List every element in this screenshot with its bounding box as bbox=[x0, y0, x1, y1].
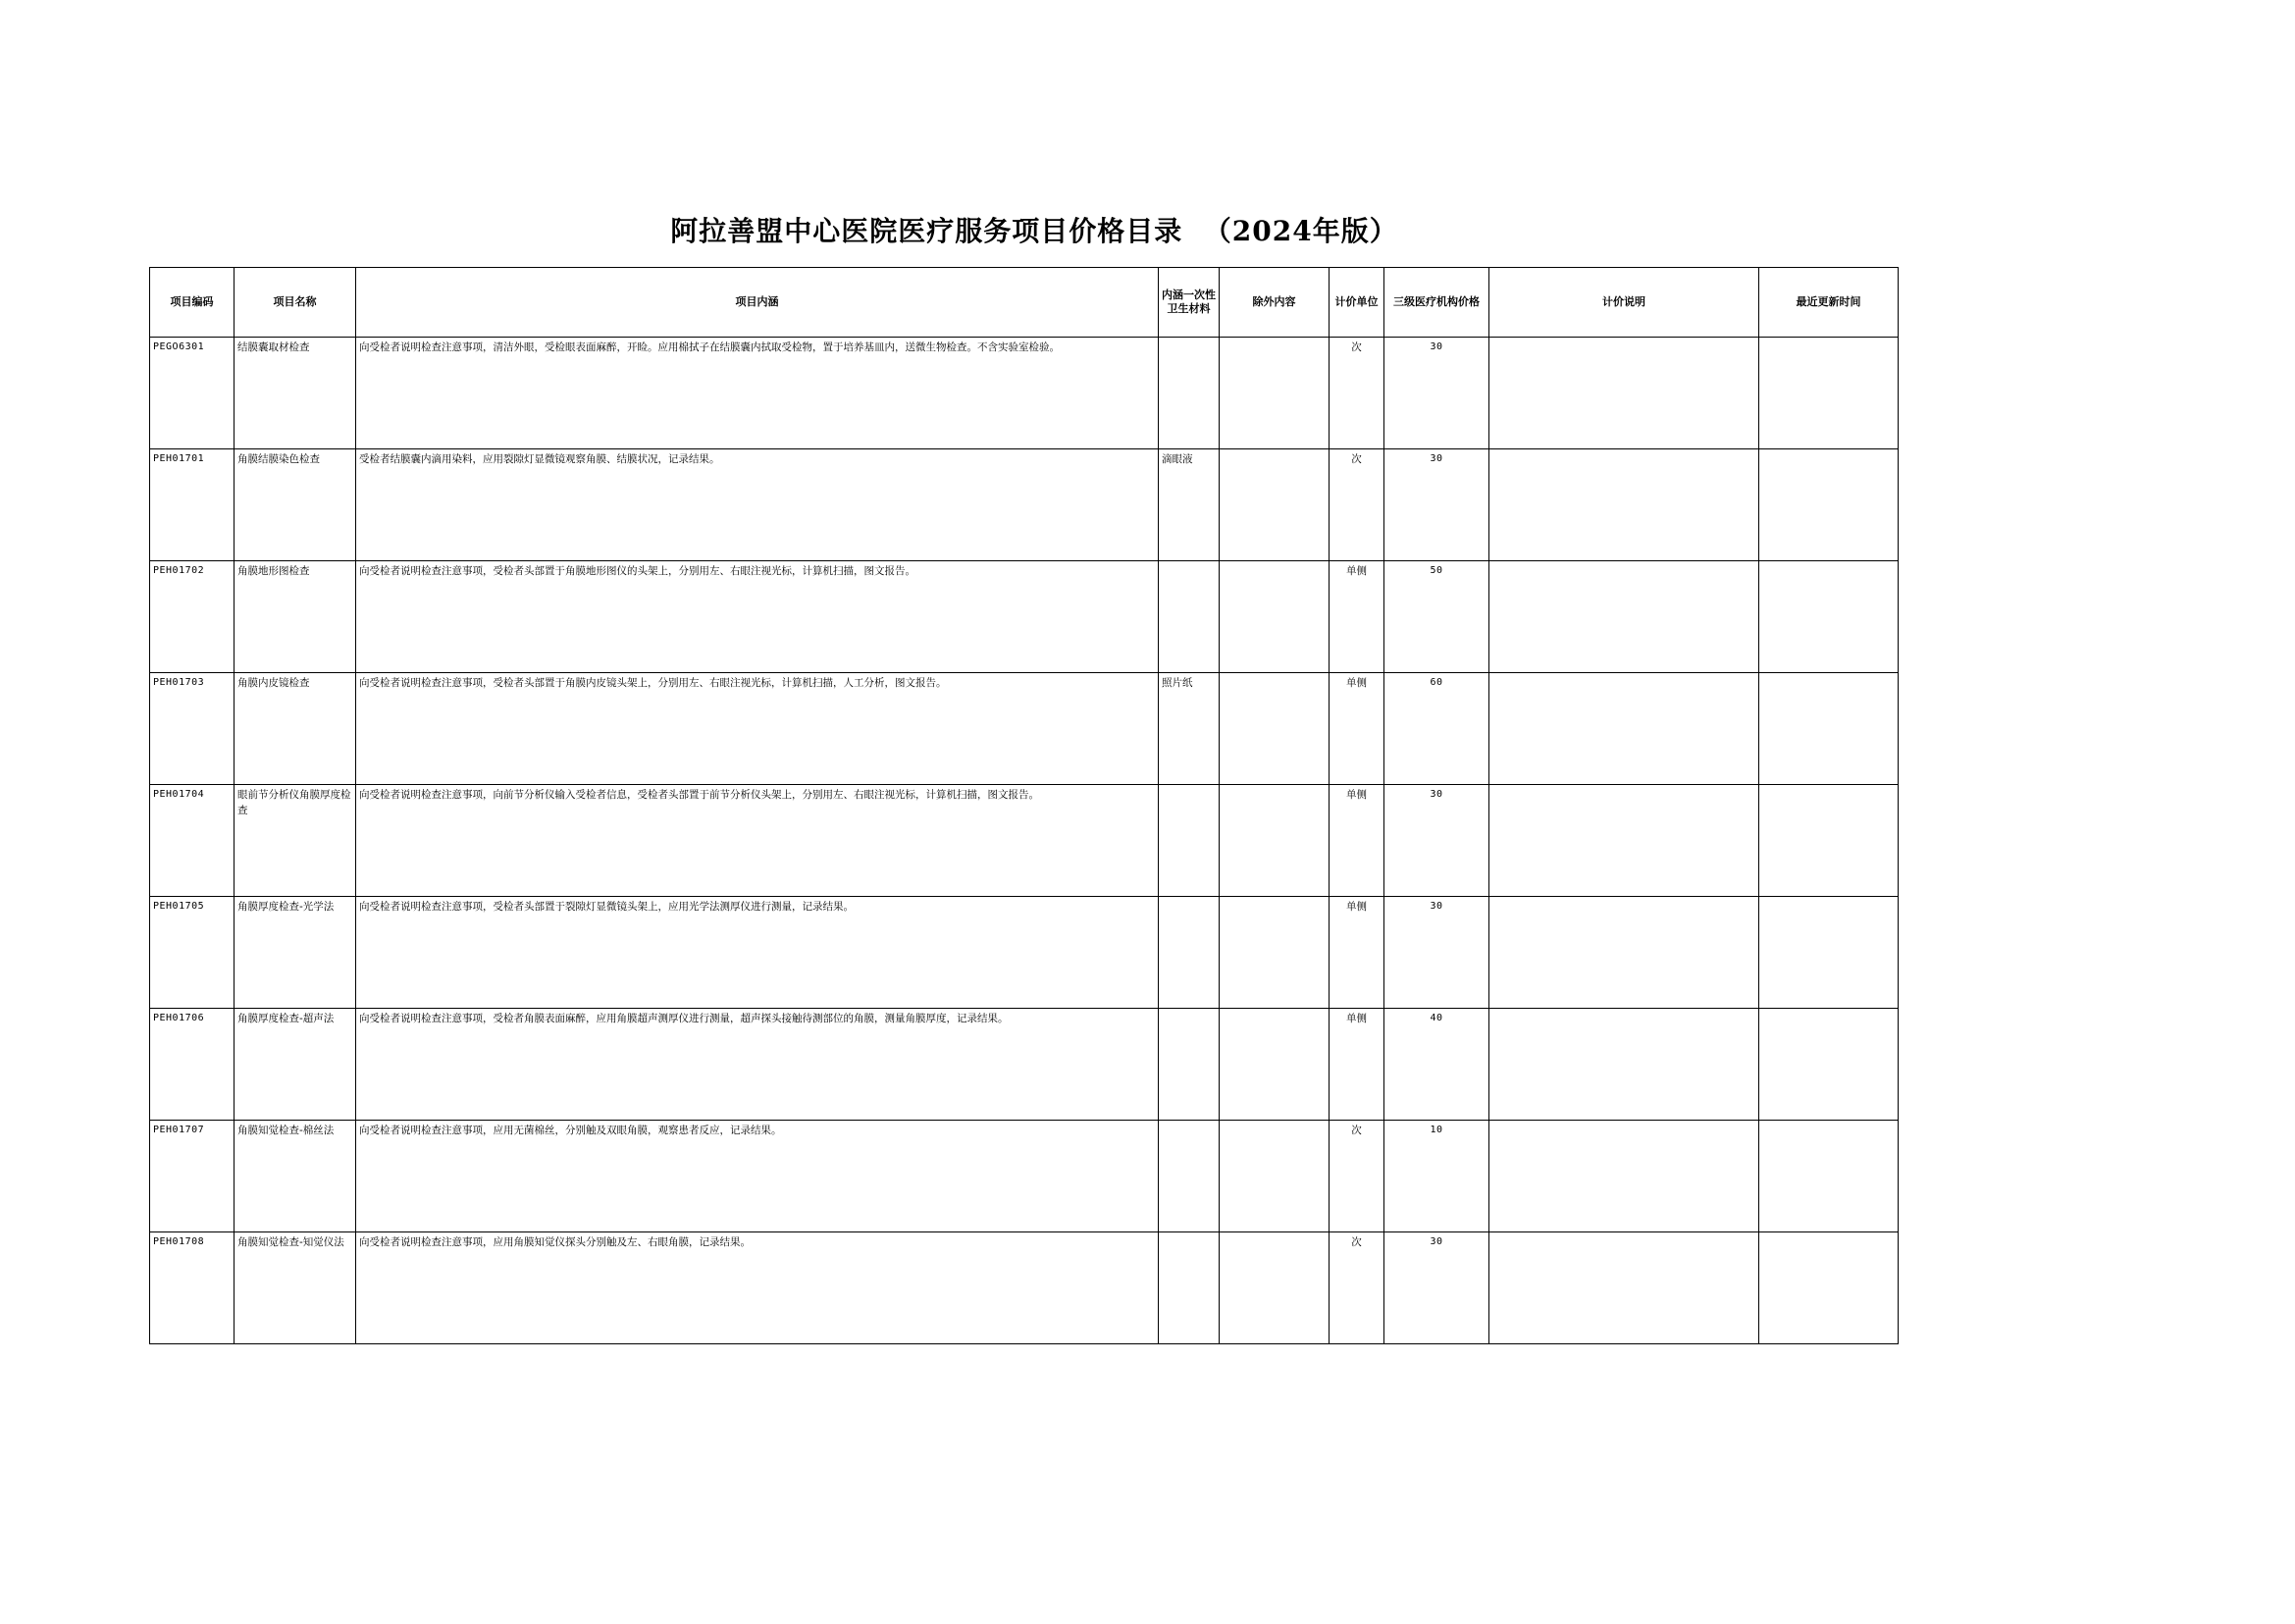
cell-updated-text bbox=[1759, 1121, 1898, 1125]
cell-excluded bbox=[1220, 1009, 1330, 1121]
col-header-excluded: 除外内容 bbox=[1220, 268, 1330, 338]
cell-name-text: 眼前节分析仪角膜厚度检查 bbox=[237, 789, 351, 816]
cell-unit-text: 单侧 bbox=[1346, 789, 1367, 801]
cell-code bbox=[150, 338, 235, 449]
cell-code-text: PEH01708 bbox=[153, 1236, 205, 1247]
cell-note-text bbox=[1489, 897, 1758, 901]
table-row bbox=[150, 449, 1899, 561]
cell-excluded bbox=[1220, 897, 1330, 1009]
col-header-material: 内涵一次性卫生材料 bbox=[1159, 268, 1220, 338]
cell-name bbox=[235, 785, 356, 897]
cell-excluded bbox=[1220, 561, 1330, 673]
cell-updated bbox=[1759, 785, 1899, 897]
cell-note-text bbox=[1489, 673, 1758, 677]
cell-material bbox=[1159, 449, 1220, 561]
cell-code bbox=[150, 785, 235, 897]
cell-updated bbox=[1759, 338, 1899, 449]
cell-material-text: 滴眼液 bbox=[1162, 453, 1193, 465]
cell-name-text: 角膜厚度检查-光学法 bbox=[237, 901, 335, 913]
col-header-updated: 最近更新时间 bbox=[1759, 268, 1899, 338]
cell-excluded bbox=[1220, 1121, 1330, 1232]
cell-material-text bbox=[1159, 1121, 1219, 1125]
cell-content bbox=[356, 338, 1159, 449]
col-header-price: 三级医疗机构价格 bbox=[1384, 268, 1489, 338]
cell-excluded bbox=[1220, 1232, 1330, 1344]
cell-name bbox=[235, 338, 356, 449]
cell-material bbox=[1159, 338, 1220, 449]
col-header-code: 项目编码 bbox=[150, 268, 235, 338]
cell-content-text: 受检者结膜囊内滴用染料，应用裂隙灯显微镜观察角膜、结膜状况，记录结果。 bbox=[359, 453, 720, 465]
cell-note-text bbox=[1489, 449, 1758, 453]
cell-name bbox=[235, 1009, 356, 1121]
cell-content-text: 向受检者说明检查注意事项，受检者角膜表面麻醉，应用角膜超声测厚仪进行测量，超声探头接触待测部位的角膜，测量角膜厚度，记录结果。 bbox=[359, 1013, 1009, 1024]
col-header-note: 计价说明 bbox=[1489, 268, 1759, 338]
cell-excluded bbox=[1220, 785, 1330, 897]
cell-updated-text bbox=[1759, 673, 1898, 677]
cell-material bbox=[1159, 1009, 1220, 1121]
cell-note-text bbox=[1489, 1232, 1758, 1236]
cell-name-text: 结膜囊取材检查 bbox=[237, 341, 310, 353]
cell-name-text: 角膜知觉检查-知觉仪法 bbox=[237, 1236, 344, 1248]
cell-note-text bbox=[1489, 1121, 1758, 1125]
cell-updated bbox=[1759, 1009, 1899, 1121]
cell-excluded-text bbox=[1220, 673, 1329, 677]
cell-code-text: PEH01702 bbox=[153, 565, 205, 576]
table-row bbox=[150, 1121, 1899, 1232]
cell-unit-text: 次 bbox=[1351, 1236, 1362, 1248]
cell-unit bbox=[1330, 561, 1384, 673]
cell-code bbox=[150, 561, 235, 673]
cell-content bbox=[356, 1232, 1159, 1344]
cell-material-text bbox=[1159, 338, 1219, 341]
cell-price bbox=[1384, 785, 1489, 897]
cell-content bbox=[356, 1009, 1159, 1121]
cell-content-text: 向受检者说明检查注意事项，清洁外眼，受检眼表面麻醉，开睑。应用棉拭子在结膜囊内拭取受检物，置于培养基皿内，送微生物检查。不含实验室检验。 bbox=[359, 341, 1060, 353]
cell-content-text: 向受检者说明检查注意事项，受检者头部置于角膜内皮镜头架上，分别用左、右眼注视光标，计算机扫描，人工分析，图文报告。 bbox=[359, 677, 947, 689]
table-row bbox=[150, 561, 1899, 673]
table-row bbox=[150, 785, 1899, 897]
cell-name bbox=[235, 561, 356, 673]
cell-unit-text: 次 bbox=[1351, 341, 1362, 353]
col-header-name: 项目名称 bbox=[235, 268, 356, 338]
cell-updated-text bbox=[1759, 338, 1898, 341]
cell-content-text: 向受检者说明检查注意事项，向前节分析仪输入受检者信息，受检者头部置于前节分析仪头架上，分别用左、右眼注视光标，计算机扫描，图文报告。 bbox=[359, 789, 1039, 801]
col-header-content: 项目内涵 bbox=[356, 268, 1159, 338]
cell-note-text bbox=[1489, 785, 1758, 789]
cell-price bbox=[1384, 338, 1489, 449]
cell-price bbox=[1384, 897, 1489, 1009]
cell-content bbox=[356, 673, 1159, 785]
cell-note-text bbox=[1489, 1009, 1758, 1013]
cell-material-text bbox=[1159, 561, 1219, 565]
table-row bbox=[150, 1232, 1899, 1344]
cell-unit-text: 次 bbox=[1351, 453, 1362, 465]
cell-material-text: 照片纸 bbox=[1162, 677, 1193, 689]
cell-price-text: 30 bbox=[1430, 341, 1443, 352]
cell-code-text: PEH01704 bbox=[153, 789, 205, 800]
cell-price bbox=[1384, 673, 1489, 785]
cell-note bbox=[1489, 449, 1759, 561]
header-row bbox=[150, 268, 1899, 338]
cell-material bbox=[1159, 1232, 1220, 1344]
cell-price bbox=[1384, 1232, 1489, 1344]
cell-excluded-text bbox=[1220, 449, 1329, 453]
cell-code-text: PEGO6301 bbox=[153, 341, 205, 352]
cell-note-text bbox=[1489, 561, 1758, 565]
cell-content-text: 向受检者说明检查注意事项，受检者头部置于角膜地形图仪的头架上，分别用左、右眼注视光标，计算机扫描，图文报告。 bbox=[359, 565, 915, 577]
cell-note bbox=[1489, 561, 1759, 673]
cell-unit-text: 单侧 bbox=[1346, 1013, 1367, 1024]
cell-unit bbox=[1330, 1232, 1384, 1344]
cell-note bbox=[1489, 897, 1759, 1009]
cell-name-text: 角膜结膜染色检查 bbox=[237, 453, 320, 465]
cell-note bbox=[1489, 338, 1759, 449]
cell-code bbox=[150, 673, 235, 785]
cell-excluded-text bbox=[1220, 897, 1329, 901]
cell-name-text: 角膜知觉检查-棉丝法 bbox=[237, 1125, 335, 1136]
cell-updated-text bbox=[1759, 1009, 1898, 1013]
cell-price-text: 60 bbox=[1430, 677, 1443, 688]
cell-content-text: 向受检者说明检查注意事项，应用无菌棉丝，分别触及双眼角膜，观察患者反应，记录结果。 bbox=[359, 1125, 782, 1136]
cell-updated bbox=[1759, 1121, 1899, 1232]
col-header-unit: 计价单位 bbox=[1330, 268, 1384, 338]
cell-updated-text bbox=[1759, 561, 1898, 565]
cell-excluded bbox=[1220, 673, 1330, 785]
cell-note bbox=[1489, 1121, 1759, 1232]
cell-code-text: PEH01703 bbox=[153, 677, 205, 688]
cell-name bbox=[235, 673, 356, 785]
cell-unit bbox=[1330, 673, 1384, 785]
cell-material bbox=[1159, 673, 1220, 785]
cell-content bbox=[356, 449, 1159, 561]
cell-name-text: 角膜内皮镜检查 bbox=[237, 677, 310, 689]
cell-code-text: PEH01707 bbox=[153, 1125, 205, 1135]
cell-price bbox=[1384, 1009, 1489, 1121]
cell-note bbox=[1489, 673, 1759, 785]
table-row bbox=[150, 338, 1899, 449]
cell-material bbox=[1159, 897, 1220, 1009]
cell-content bbox=[356, 785, 1159, 897]
cell-unit bbox=[1330, 897, 1384, 1009]
cell-updated bbox=[1759, 449, 1899, 561]
cell-updated-text bbox=[1759, 1232, 1898, 1236]
cell-excluded bbox=[1220, 338, 1330, 449]
cell-material-text bbox=[1159, 785, 1219, 789]
cell-unit-text: 次 bbox=[1351, 1125, 1362, 1136]
table-row bbox=[150, 897, 1899, 1009]
cell-code bbox=[150, 1121, 235, 1232]
cell-price-text: 30 bbox=[1430, 901, 1443, 912]
cell-code bbox=[150, 1232, 235, 1344]
cell-excluded-text bbox=[1220, 561, 1329, 565]
cell-code bbox=[150, 449, 235, 561]
cell-code-text: PEH01706 bbox=[153, 1013, 205, 1023]
cell-price-text: 30 bbox=[1430, 1236, 1443, 1247]
cell-code-text: PEH01705 bbox=[153, 901, 205, 912]
table-row bbox=[150, 1009, 1899, 1121]
cell-unit bbox=[1330, 338, 1384, 449]
table-row bbox=[150, 673, 1899, 785]
cell-content-text: 向受检者说明检查注意事项，应用角膜知觉仪探头分别触及左、右眼角膜，记录结果。 bbox=[359, 1236, 751, 1248]
cell-content bbox=[356, 1121, 1159, 1232]
cell-price-text: 40 bbox=[1430, 1013, 1443, 1023]
cell-price bbox=[1384, 561, 1489, 673]
page-title: 阿拉善盟中心医院医疗服务项目价格目录 （2024年版） bbox=[670, 215, 1398, 247]
cell-updated bbox=[1759, 561, 1899, 673]
cell-name bbox=[235, 1232, 356, 1344]
cell-code bbox=[150, 1009, 235, 1121]
cell-unit-text: 单侧 bbox=[1346, 901, 1367, 913]
cell-updated bbox=[1759, 897, 1899, 1009]
cell-updated-text bbox=[1759, 449, 1898, 453]
cell-material bbox=[1159, 561, 1220, 673]
cell-note bbox=[1489, 785, 1759, 897]
cell-material-text bbox=[1159, 1009, 1219, 1013]
cell-unit-text: 单侧 bbox=[1346, 565, 1367, 577]
cell-material-text bbox=[1159, 897, 1219, 901]
cell-unit bbox=[1330, 449, 1384, 561]
cell-updated-text bbox=[1759, 785, 1898, 789]
cell-name bbox=[235, 449, 356, 561]
cell-price-text: 30 bbox=[1430, 789, 1443, 800]
table-body bbox=[150, 338, 1899, 1344]
cell-code bbox=[150, 897, 235, 1009]
cell-price-text: 50 bbox=[1430, 565, 1443, 576]
cell-price-text: 10 bbox=[1430, 1125, 1443, 1135]
cell-content-text: 向受检者说明检查注意事项，受检者头部置于裂隙灯显微镜头架上，应用光学法测厚仪进行测量，记录结果。 bbox=[359, 901, 854, 913]
cell-price-text: 30 bbox=[1430, 453, 1443, 464]
cell-content bbox=[356, 897, 1159, 1009]
cell-name bbox=[235, 1121, 356, 1232]
cell-excluded-text bbox=[1220, 785, 1329, 789]
cell-updated bbox=[1759, 1232, 1899, 1344]
cell-material bbox=[1159, 1121, 1220, 1232]
cell-price bbox=[1384, 449, 1489, 561]
cell-excluded-text bbox=[1220, 338, 1329, 341]
cell-updated bbox=[1759, 673, 1899, 785]
cell-unit bbox=[1330, 785, 1384, 897]
cell-note bbox=[1489, 1232, 1759, 1344]
cell-excluded-text bbox=[1220, 1121, 1329, 1125]
cell-excluded-text bbox=[1220, 1232, 1329, 1236]
cell-name-text: 角膜厚度检查-超声法 bbox=[237, 1013, 335, 1024]
price-table bbox=[149, 267, 1899, 1344]
cell-unit bbox=[1330, 1009, 1384, 1121]
cell-name-text: 角膜地形图检查 bbox=[237, 565, 310, 577]
cell-note bbox=[1489, 1009, 1759, 1121]
cell-material-text bbox=[1159, 1232, 1219, 1236]
cell-code-text: PEH01701 bbox=[153, 453, 205, 464]
cell-content bbox=[356, 561, 1159, 673]
cell-name bbox=[235, 897, 356, 1009]
cell-unit bbox=[1330, 1121, 1384, 1232]
cell-material bbox=[1159, 785, 1220, 897]
cell-excluded-text bbox=[1220, 1009, 1329, 1013]
cell-updated-text bbox=[1759, 897, 1898, 901]
cell-excluded bbox=[1220, 449, 1330, 561]
cell-unit-text: 单侧 bbox=[1346, 677, 1367, 689]
cell-price bbox=[1384, 1121, 1489, 1232]
cell-note-text bbox=[1489, 338, 1758, 341]
